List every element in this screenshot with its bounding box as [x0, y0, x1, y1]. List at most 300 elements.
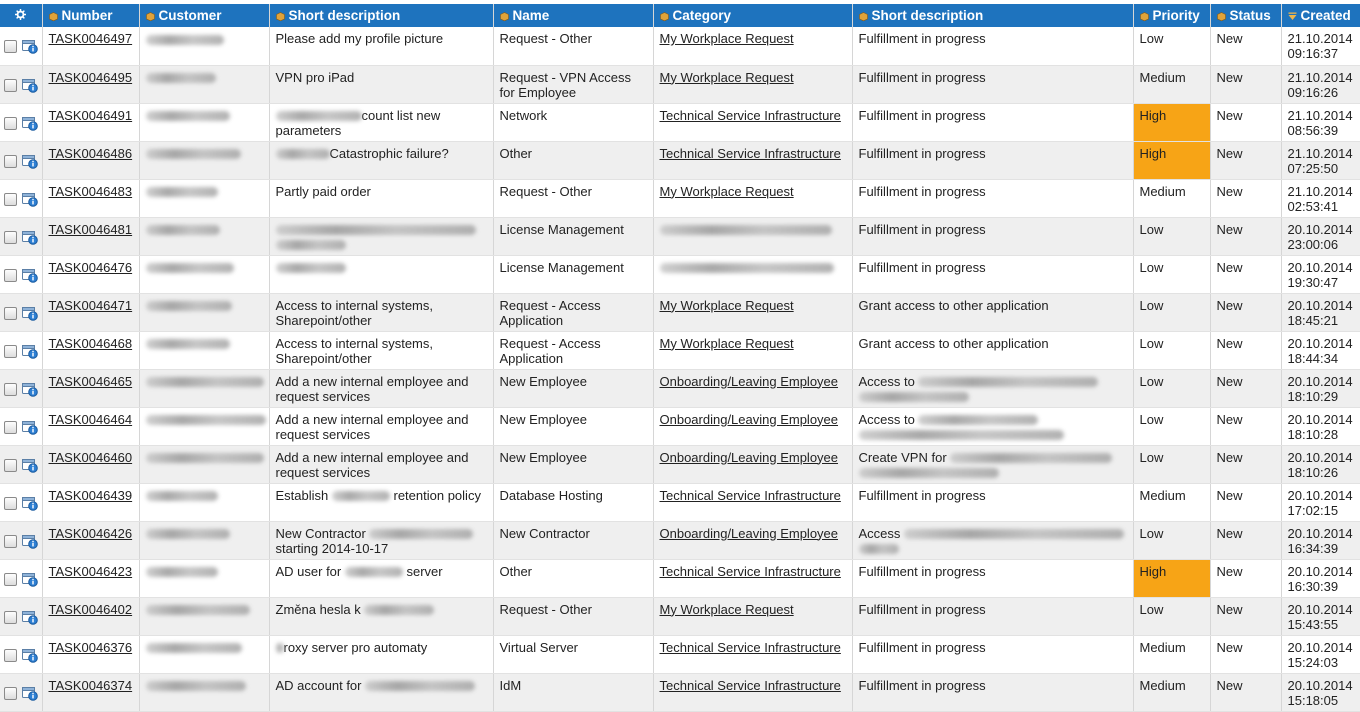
row-checkbox[interactable] — [4, 421, 17, 434]
task-number-link[interactable]: TASK0046497 — [48, 31, 133, 46]
category-cell — [653, 597, 852, 635]
customer-cell — [139, 141, 269, 179]
status-cell — [1210, 141, 1281, 179]
status-text: New — [1216, 145, 1243, 161]
category-link[interactable]: My Workplace Request — [659, 69, 794, 85]
status-cell — [1210, 65, 1281, 103]
redacted-text — [859, 468, 999, 478]
short-description-cell — [269, 65, 493, 103]
row-checkbox[interactable] — [4, 269, 17, 282]
priority-cell — [1133, 635, 1210, 673]
short-description-cell — [269, 141, 493, 179]
short-description-cell — [269, 445, 493, 483]
column-header-short-description-2[interactable]: Short description — [852, 4, 1133, 27]
name-cell — [493, 407, 653, 445]
short-description-2-text: Fulfillment in progress — [858, 259, 986, 275]
redacted-text — [859, 544, 899, 554]
created-time: 16:30:39 — [1287, 578, 1339, 594]
status-cell — [1210, 179, 1281, 217]
column-menu-icon[interactable] — [276, 12, 285, 21]
redacted-customer — [146, 567, 218, 577]
priority-cell — [1133, 255, 1210, 293]
name-text: Virtual Server — [499, 639, 579, 655]
created-cell — [1281, 369, 1360, 407]
priority-cell — [1133, 521, 1210, 559]
category-link[interactable]: Onboarding/Leaving Employee — [659, 373, 839, 389]
preview-record-icon[interactable] — [22, 343, 38, 362]
category-link[interactable]: My Workplace Request — [659, 183, 794, 199]
row-select-cell — [0, 673, 42, 711]
name-text: New Employee — [499, 411, 587, 427]
short-description-text: Access to internal systems, Sharepoint/other — [275, 335, 433, 366]
short-description-2-text: Grant access to other application — [858, 335, 1049, 351]
short-description-2-text: Fulfillment in progress — [858, 221, 986, 237]
category-link[interactable]: Technical Service Infrastructure — [659, 563, 841, 579]
short-description-2-text: Fulfillment in progress — [858, 145, 986, 161]
created-date: 21.10.2014 — [1287, 107, 1353, 123]
category-link[interactable]: My Workplace Request — [659, 601, 794, 617]
status-text: New — [1216, 449, 1243, 465]
preview-record-icon[interactable] — [22, 191, 38, 210]
table-row[interactable] — [0, 331, 1360, 369]
customer-cell — [139, 103, 269, 141]
row-checkbox[interactable] — [4, 117, 17, 130]
preview-record-icon[interactable] — [22, 609, 38, 628]
short-description-2-cell — [852, 179, 1133, 217]
column-header-priority[interactable]: Priority — [1133, 4, 1210, 27]
preview-record-icon[interactable] — [22, 38, 38, 57]
preview-record-icon[interactable] — [22, 685, 38, 704]
task-number-link[interactable]: TASK0046426 — [48, 525, 133, 541]
status-text: New — [1216, 107, 1243, 123]
short-description-2-cell — [852, 331, 1133, 369]
column-menu-icon[interactable] — [859, 12, 868, 21]
preview-record-icon[interactable] — [22, 229, 38, 248]
table-row[interactable] — [0, 559, 1360, 597]
row-checkbox[interactable] — [4, 307, 17, 320]
task-number-link[interactable]: TASK0046439 — [48, 487, 133, 503]
created-date: 20.10.2014 — [1287, 373, 1353, 389]
row-select-cell — [0, 445, 42, 483]
created-date: 20.10.2014 — [1287, 449, 1353, 465]
redacted-text — [660, 263, 834, 273]
status-text: New — [1216, 677, 1243, 693]
category-cell — [653, 179, 852, 217]
short-description-cell — [269, 331, 493, 369]
short-description-text-suffix: starting 2014-10-17 — [275, 540, 389, 556]
column-settings-gear-icon[interactable] — [0, 4, 42, 27]
number-cell — [42, 635, 139, 673]
name-cell — [493, 65, 653, 103]
row-checkbox[interactable] — [4, 573, 17, 586]
customer-cell — [139, 179, 269, 217]
priority-text: High — [1139, 563, 1167, 579]
preview-record-icon[interactable] — [22, 267, 38, 286]
status-cell — [1210, 673, 1281, 711]
priority-text: Medium — [1139, 183, 1186, 199]
row-checkbox[interactable] — [4, 535, 17, 548]
short-description-cell — [269, 293, 493, 331]
number-cell — [42, 521, 139, 559]
name-text: Request - Other — [499, 183, 592, 199]
redacted-text — [859, 430, 1064, 440]
number-cell — [42, 331, 139, 369]
short-description-2-text: Access — [858, 525, 901, 541]
created-date: 20.10.2014 — [1287, 639, 1353, 655]
created-cell — [1281, 559, 1360, 597]
priority-cell — [1133, 597, 1210, 635]
priority-text: Low — [1139, 525, 1164, 541]
column-menu-icon[interactable] — [1140, 12, 1149, 21]
short-description-2-cell — [852, 407, 1133, 445]
category-link[interactable]: Onboarding/Leaving Employee — [659, 525, 839, 541]
status-cell — [1210, 331, 1281, 369]
table-row[interactable] — [0, 103, 1360, 141]
short-description-text: Add a new internal employee and request services — [275, 449, 469, 480]
redacted-customer — [146, 605, 250, 615]
redacted-text — [276, 225, 476, 235]
priority-text: Medium — [1139, 677, 1186, 693]
table-row[interactable] — [0, 65, 1360, 103]
short-description-cell — [269, 27, 493, 65]
created-time: 02:53:41 — [1287, 198, 1339, 214]
number-cell — [42, 597, 139, 635]
name-text: License Management — [499, 259, 624, 275]
customer-cell — [139, 635, 269, 673]
status-text: New — [1216, 639, 1243, 655]
status-text: New — [1216, 411, 1243, 427]
created-cell — [1281, 27, 1360, 65]
redacted-text — [276, 263, 346, 273]
name-cell — [493, 483, 653, 521]
short-description-cell — [269, 483, 493, 521]
redacted-customer — [146, 453, 264, 463]
created-time: 18:10:26 — [1287, 464, 1339, 480]
table-row[interactable] — [0, 217, 1360, 255]
row-checkbox[interactable] — [4, 611, 17, 624]
created-time: 08:56:39 — [1287, 122, 1339, 138]
priority-cell — [1133, 673, 1210, 711]
column-header-customer[interactable]: Customer — [139, 4, 269, 27]
name-cell — [493, 445, 653, 483]
table-row[interactable] — [0, 141, 1360, 179]
created-time: 07:25:50 — [1287, 160, 1339, 176]
short-description-2-text: Fulfillment in progress — [858, 601, 986, 617]
preview-record-icon[interactable] — [22, 571, 38, 590]
preview-record-icon[interactable] — [22, 153, 38, 172]
created-time: 23:00:06 — [1287, 236, 1339, 252]
customer-cell — [139, 331, 269, 369]
task-number-link[interactable]: TASK0046468 — [48, 335, 133, 351]
table-row[interactable] — [0, 369, 1360, 407]
category-link[interactable]: My Workplace Request — [659, 31, 794, 46]
task-number-link[interactable]: TASK0046460 — [48, 449, 133, 465]
priority-cell — [1133, 559, 1210, 597]
row-select-cell — [0, 559, 42, 597]
priority-text: High — [1139, 107, 1167, 123]
column-header-number[interactable]: Number — [42, 4, 139, 27]
row-select-cell — [0, 65, 42, 103]
column-header-category[interactable]: Category — [653, 4, 852, 27]
created-time: 18:10:28 — [1287, 426, 1339, 442]
created-cell — [1281, 293, 1360, 331]
redacted-customer — [146, 415, 266, 425]
category-link[interactable]: Technical Service Infrastructure — [659, 487, 841, 503]
row-checkbox[interactable] — [4, 687, 17, 700]
redacted-customer — [146, 225, 220, 235]
short-description-cell — [269, 597, 493, 635]
priority-text: Low — [1139, 259, 1164, 275]
column-menu-icon[interactable] — [660, 12, 669, 21]
preview-record-icon[interactable] — [22, 533, 38, 552]
short-description-cell — [269, 407, 493, 445]
redacted-customer — [146, 339, 230, 349]
sort-descending-icon[interactable] — [1288, 12, 1297, 21]
short-description-text: Please add my profile picture — [275, 31, 444, 46]
redacted-text — [276, 643, 284, 653]
short-description-text-suffix: retention policy — [393, 487, 481, 503]
short-description-2-text: Access to — [858, 411, 915, 427]
status-cell — [1210, 369, 1281, 407]
created-date: 20.10.2014 — [1287, 221, 1353, 237]
table-row[interactable] — [0, 255, 1360, 293]
redacted-customer — [146, 111, 230, 121]
category-cell — [653, 141, 852, 179]
task-number-link[interactable]: TASK0046423 — [48, 563, 133, 579]
category-link[interactable]: My Workplace Request — [659, 335, 794, 351]
priority-text: Medium — [1139, 487, 1186, 503]
priority-text: Low — [1139, 221, 1164, 237]
status-cell — [1210, 27, 1281, 65]
name-cell — [493, 27, 653, 65]
number-cell — [42, 369, 139, 407]
status-text: New — [1216, 335, 1243, 351]
table-row[interactable] — [0, 179, 1360, 217]
created-cell — [1281, 597, 1360, 635]
short-description-2-cell — [852, 217, 1133, 255]
task-number-link[interactable]: TASK0046483 — [48, 183, 133, 199]
created-cell — [1281, 673, 1360, 711]
category-cell — [653, 369, 852, 407]
name-text: Request - Other — [499, 31, 592, 46]
preview-record-icon[interactable] — [22, 647, 38, 666]
preview-record-icon[interactable] — [22, 305, 38, 324]
created-time: 15:43:55 — [1287, 616, 1339, 632]
redacted-text — [918, 377, 1098, 387]
task-number-link[interactable]: TASK0046464 — [48, 411, 133, 427]
redacted-text — [276, 149, 330, 159]
task-number-link[interactable]: TASK0046402 — [48, 601, 133, 617]
row-checkbox[interactable] — [4, 40, 17, 53]
category-cell — [653, 103, 852, 141]
redacted-text — [276, 111, 362, 121]
status-cell — [1210, 559, 1281, 597]
category-cell — [653, 407, 852, 445]
created-date: 20.10.2014 — [1287, 411, 1353, 427]
row-select-cell — [0, 483, 42, 521]
customer-cell — [139, 521, 269, 559]
name-cell — [493, 179, 653, 217]
column-menu-icon[interactable] — [1217, 12, 1226, 21]
created-cell — [1281, 255, 1360, 293]
table-row[interactable] — [0, 521, 1360, 559]
column-menu-icon[interactable] — [49, 12, 58, 21]
short-description-text: Access to internal systems, Sharepoint/other — [275, 297, 433, 328]
column-menu-icon[interactable] — [500, 12, 509, 21]
priority-cell — [1133, 103, 1210, 141]
table-row[interactable] — [0, 673, 1360, 711]
status-text: New — [1216, 259, 1243, 275]
redacted-customer — [146, 263, 234, 273]
short-description-text: Add a new internal employee and request services — [275, 373, 469, 404]
created-time: 19:30:47 — [1287, 274, 1339, 290]
table-row[interactable] — [0, 635, 1360, 673]
task-number-link[interactable]: TASK0046465 — [48, 373, 133, 389]
number-cell — [42, 293, 139, 331]
short-description-cell — [269, 217, 493, 255]
number-cell — [42, 27, 139, 65]
created-cell — [1281, 103, 1360, 141]
task-number-link[interactable]: TASK0046376 — [48, 639, 133, 655]
redacted-text — [660, 225, 832, 235]
name-cell — [493, 141, 653, 179]
column-header-short-description[interactable]: Short description — [269, 4, 493, 27]
short-description-text: count list new parameters — [275, 107, 441, 138]
priority-cell — [1133, 217, 1210, 255]
column-header-status[interactable]: Status — [1210, 4, 1281, 27]
name-text: Request - Access Application — [499, 297, 601, 328]
row-checkbox[interactable] — [4, 345, 17, 358]
category-link[interactable]: My Workplace Request — [659, 297, 794, 313]
category-link[interactable]: Technical Service Infrastructure — [659, 107, 841, 123]
row-checkbox[interactable] — [4, 383, 17, 396]
table-row[interactable] — [0, 27, 1360, 65]
row-select-cell — [0, 331, 42, 369]
category-link[interactable]: Technical Service Infrastructure — [659, 639, 841, 655]
short-description-text: VPN pro iPad — [275, 69, 355, 85]
short-description-2-text: Fulfillment in progress — [858, 563, 986, 579]
short-description-text-suffix: server — [406, 563, 443, 579]
row-checkbox[interactable] — [4, 155, 17, 168]
category-cell — [653, 559, 852, 597]
customer-cell — [139, 673, 269, 711]
category-link[interactable]: Technical Service Infrastructure — [659, 145, 841, 161]
task-number-link[interactable]: TASK0046495 — [48, 69, 133, 85]
redacted-text — [918, 415, 1038, 425]
row-checkbox[interactable] — [4, 193, 17, 206]
preview-record-icon[interactable] — [22, 381, 38, 400]
short-description-2-text: Fulfillment in progress — [858, 69, 986, 85]
created-time: 18:10:29 — [1287, 388, 1339, 404]
preview-record-icon[interactable] — [22, 495, 38, 514]
priority-cell — [1133, 293, 1210, 331]
task-number-link[interactable]: TASK0046476 — [48, 259, 133, 275]
redacted-customer — [146, 681, 246, 691]
number-cell — [42, 445, 139, 483]
created-date: 20.10.2014 — [1287, 563, 1353, 579]
short-description-cell — [269, 369, 493, 407]
row-checkbox[interactable] — [4, 79, 17, 92]
name-text: Database Hosting — [499, 487, 603, 503]
preview-record-icon[interactable] — [22, 77, 38, 96]
short-description-2-text: Grant access to other application — [858, 297, 1049, 313]
short-description-text: Catastrophic failure? — [329, 145, 449, 161]
customer-cell — [139, 369, 269, 407]
priority-text: Low — [1139, 601, 1164, 617]
table-row[interactable] — [0, 483, 1360, 521]
status-cell — [1210, 635, 1281, 673]
priority-text: Low — [1139, 31, 1164, 46]
preview-record-icon[interactable] — [22, 457, 38, 476]
short-description-2-cell — [852, 673, 1133, 711]
short-description-2-cell — [852, 483, 1133, 521]
category-cell — [653, 331, 852, 369]
column-header-created[interactable]: Created — [1281, 4, 1360, 27]
priority-text: High — [1139, 145, 1167, 161]
name-cell — [493, 597, 653, 635]
row-checkbox[interactable] — [4, 231, 17, 244]
table-row[interactable] — [0, 445, 1360, 483]
number-cell — [42, 407, 139, 445]
name-text: Request - VPN Access for Employee — [499, 69, 631, 100]
customer-cell — [139, 559, 269, 597]
preview-record-icon[interactable] — [22, 419, 38, 438]
table-row[interactable] — [0, 407, 1360, 445]
name-text: Request - Other — [499, 601, 592, 617]
redacted-customer — [146, 491, 218, 501]
name-text: Other — [499, 145, 533, 161]
task-number-link[interactable]: TASK0046471 — [48, 297, 133, 313]
task-number-link[interactable]: TASK0046491 — [48, 107, 133, 123]
status-cell — [1210, 521, 1281, 559]
task-number-link[interactable]: TASK0046486 — [48, 145, 133, 161]
short-description-2-text: Fulfillment in progress — [858, 107, 986, 123]
row-checkbox[interactable] — [4, 459, 17, 472]
redacted-text — [364, 605, 434, 615]
table-row[interactable] — [0, 293, 1360, 331]
row-checkbox[interactable] — [4, 497, 17, 510]
category-link[interactable]: Technical Service Infrastructure — [659, 677, 841, 693]
short-description-cell — [269, 673, 493, 711]
short-description-text: Změna hesla k — [275, 601, 361, 617]
column-header-name[interactable]: Name — [493, 4, 653, 27]
created-time: 16:34:39 — [1287, 540, 1339, 556]
row-select-cell — [0, 369, 42, 407]
number-cell — [42, 103, 139, 141]
row-checkbox[interactable] — [4, 649, 17, 662]
row-select-cell — [0, 255, 42, 293]
task-number-link[interactable]: TASK0046374 — [48, 677, 133, 693]
created-time: 09:16:26 — [1287, 84, 1339, 100]
preview-record-icon[interactable] — [22, 115, 38, 134]
category-link[interactable]: Onboarding/Leaving Employee — [659, 449, 839, 465]
created-date: 21.10.2014 — [1287, 69, 1353, 85]
number-cell — [42, 179, 139, 217]
redacted-customer — [146, 643, 242, 653]
status-text: New — [1216, 373, 1243, 389]
customer-cell — [139, 255, 269, 293]
priority-cell — [1133, 141, 1210, 179]
category-link[interactable]: Onboarding/Leaving Employee — [659, 411, 839, 427]
category-cell — [653, 255, 852, 293]
status-text: New — [1216, 525, 1243, 541]
table-row[interactable] — [0, 597, 1360, 635]
customer-cell — [139, 217, 269, 255]
column-menu-icon[interactable] — [146, 12, 155, 21]
created-cell — [1281, 635, 1360, 673]
redacted-customer — [146, 35, 224, 45]
task-number-link[interactable]: TASK0046481 — [48, 221, 133, 237]
